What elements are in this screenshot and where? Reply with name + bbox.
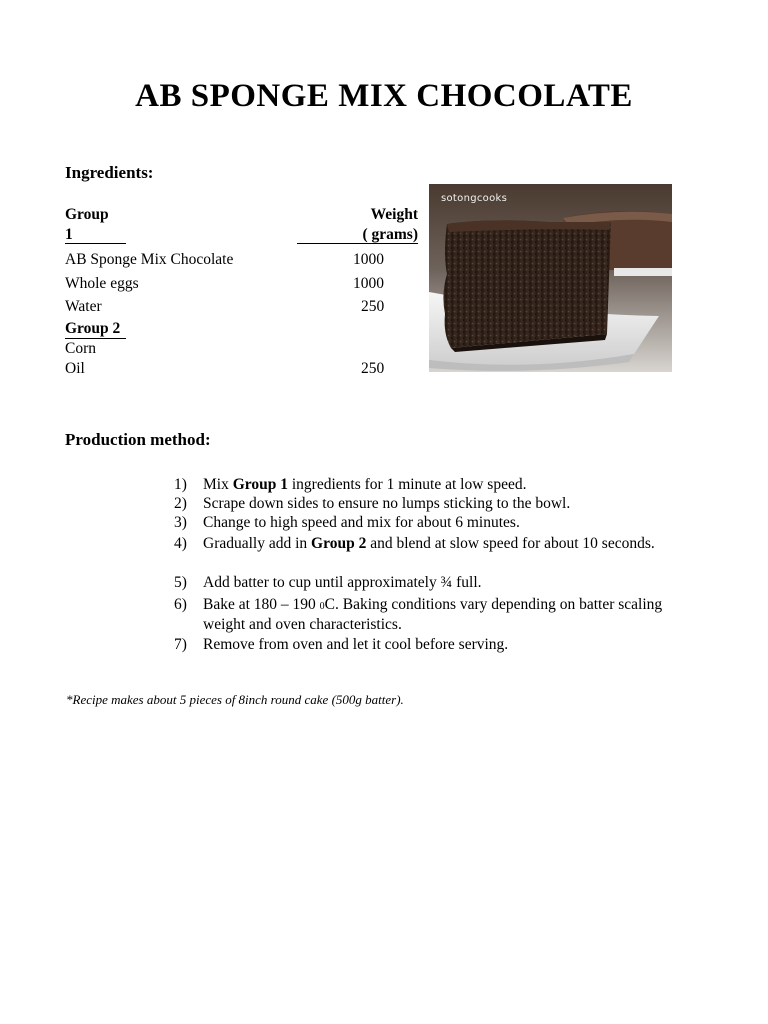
method-step bbox=[174, 476, 694, 494]
step-number: 5) bbox=[174, 574, 187, 591]
step-bold-text: Group 1 bbox=[232, 476, 288, 493]
step-text: Remove from oven and let it cool before serving. bbox=[203, 636, 509, 653]
ingredient-name: Water bbox=[65, 298, 102, 315]
group2-label: Group 2 bbox=[65, 320, 121, 337]
method-step bbox=[174, 636, 694, 654]
ingredient-weight: 250 bbox=[361, 298, 385, 315]
method-steps bbox=[174, 476, 694, 654]
step-number: 7) bbox=[174, 636, 187, 653]
method-step bbox=[174, 574, 694, 592]
step-bold-text: Group 2 bbox=[311, 535, 367, 552]
step-number: 1) bbox=[174, 476, 187, 493]
step-number: 3) bbox=[174, 514, 187, 531]
weight-label-line1: Weight bbox=[370, 206, 418, 223]
weight-underline bbox=[297, 243, 418, 244]
photo-watermark: sotongcooks bbox=[441, 193, 508, 204]
step-text: Mix bbox=[203, 476, 233, 493]
ingredient-name: Corn bbox=[65, 340, 96, 357]
group1-label-line1: Group bbox=[65, 206, 109, 223]
step-text: C. Baking conditions vary depending on batter scaling weight and oven characteristics. bbox=[203, 596, 663, 633]
method-heading: Production method: bbox=[65, 430, 211, 449]
weight-label-line2: ( grams) bbox=[362, 226, 418, 243]
group2-underline bbox=[65, 338, 126, 339]
method-step bbox=[174, 495, 694, 513]
ingredient-name: AB Sponge Mix Chocolate bbox=[65, 251, 234, 268]
cake-illustration bbox=[429, 184, 672, 372]
method-step bbox=[174, 596, 693, 634]
ingredient-weight: 1000 bbox=[353, 251, 384, 268]
recipe-note: *Recipe makes about 5 pieces of 8inch round cake (500g batter). bbox=[66, 692, 404, 707]
step-number: 2) bbox=[174, 495, 187, 512]
degree-sub: 0 bbox=[319, 601, 325, 612]
cake-photo bbox=[429, 184, 672, 372]
step-number: 6) bbox=[174, 596, 187, 613]
group1-label-line2: 1 bbox=[65, 226, 73, 243]
ingredient-name: Whole eggs bbox=[65, 275, 139, 292]
step-text: and blend at slow speed for about 10 seconds. bbox=[366, 535, 655, 552]
ingredient-weight: 250 bbox=[361, 360, 385, 377]
step-text: Change to high speed and mix for about 6 minutes. bbox=[203, 514, 520, 531]
step-text: Scrape down sides to ensure no lumps sticking to the bowl. bbox=[203, 495, 571, 512]
ingredient-name: Oil bbox=[65, 360, 85, 377]
step-number: 4) bbox=[174, 535, 187, 552]
step-text: Bake at 180 – 190 bbox=[203, 596, 320, 613]
step-text: ingredients for 1 minute at low speed. bbox=[288, 476, 527, 493]
group1-underline bbox=[65, 243, 126, 244]
step-text: Gradually add in bbox=[203, 535, 312, 552]
method-step bbox=[174, 535, 673, 553]
method-step bbox=[174, 514, 694, 532]
ingredient-weight: 1000 bbox=[353, 275, 384, 292]
ingredients-heading: Ingredients: bbox=[65, 163, 154, 182]
page-title: AB SPONGE MIX CHOCOLATE bbox=[135, 78, 633, 114]
step-text: Add batter to cup until approximately ¾ full. bbox=[203, 574, 482, 591]
